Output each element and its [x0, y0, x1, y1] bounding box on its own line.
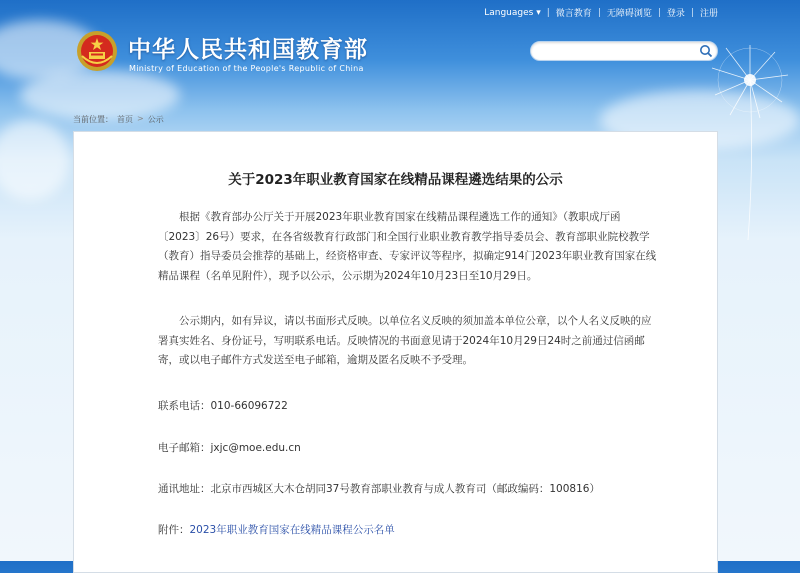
top-utility-bar: Languages ▾ | 微言教育 | 无障碍浏览 | 登录 | 注册	[484, 7, 718, 19]
paragraph-text: 根据《教育部办公厅关于开展2023年职业教育国家在线精品课程遴选工作的通知》（教职成厅函〔2023〕26号）要求，在各省级教育行政部门和全国行业职业教育教学指导委员会、教育部职业院校教学（教育）指导委员会推荐的基础上，经资格审查、专家评议等程序，拟确定914门2023年职业教育国家在线精品课程（名单见附件），现予以公示，公示期为2024年10月23日至10月29日。	[158, 211, 657, 282]
article-paragraph	[158, 208, 660, 286]
breadcrumb-current[interactable]: 公示	[147, 115, 164, 124]
paragraph-text: 公示期内，如有异议，请以书面形式反映。以单位名义反映的须加盖本单位公章，以个人名义反映的应署真实姓名、身份证号，写明联系电话。反映情况的书面意见请于2024年10月29日24时之前通过信函邮寄，或以电子邮件方式发送至电子邮箱，逾期及匿名反映不予受理。	[158, 315, 652, 366]
chevron-right-icon: >	[137, 114, 144, 123]
login-link[interactable]: 登录	[666, 9, 685, 19]
cloud-decoration	[20, 70, 180, 120]
register-link[interactable]: 注册	[699, 9, 718, 19]
article-paragraph	[158, 312, 660, 371]
article-title: 关于2023年职业教育国家在线精品课程遴选结果的公示	[228, 172, 563, 188]
attachment-line	[158, 522, 395, 537]
site-title[interactable]: 中华人民共和国教育部	[128, 37, 368, 63]
breadcrumb-home[interactable]: 首页	[117, 115, 133, 124]
breadcrumb-prefix: 当前位置：	[73, 115, 113, 124]
contact-phone: 联系电话：010-66096722	[158, 400, 288, 412]
breadcrumb	[73, 114, 164, 125]
attachment-label: 附件：	[158, 524, 190, 536]
article-panel	[73, 131, 718, 573]
search-icon[interactable]	[699, 44, 713, 58]
attachment-link[interactable]: 2023年职业教育国家在线精品课程公示名单	[189, 524, 395, 536]
contact-address: 通讯地址：北京市西城区大木仓胡同37号教育部职业教育与成人教育司（邮政编码：100816）	[158, 483, 600, 495]
site-subtitle: Ministry of Education of the People's Republic of China	[129, 64, 364, 73]
national-emblem-icon[interactable]	[76, 30, 118, 72]
weiyan-education-link[interactable]: 微言教育	[555, 9, 592, 19]
accessibility-link[interactable]: 无障碍浏览	[606, 9, 652, 19]
cloud-decoration	[0, 120, 70, 200]
contact-email: 电子邮箱：jxjc@moe.edu.cn	[158, 442, 301, 454]
language-selector[interactable]: Languages ▾	[484, 7, 541, 18]
search-box	[530, 41, 718, 61]
chevron-down-icon: ▾	[536, 7, 541, 18]
search-input[interactable]	[539, 45, 703, 63]
